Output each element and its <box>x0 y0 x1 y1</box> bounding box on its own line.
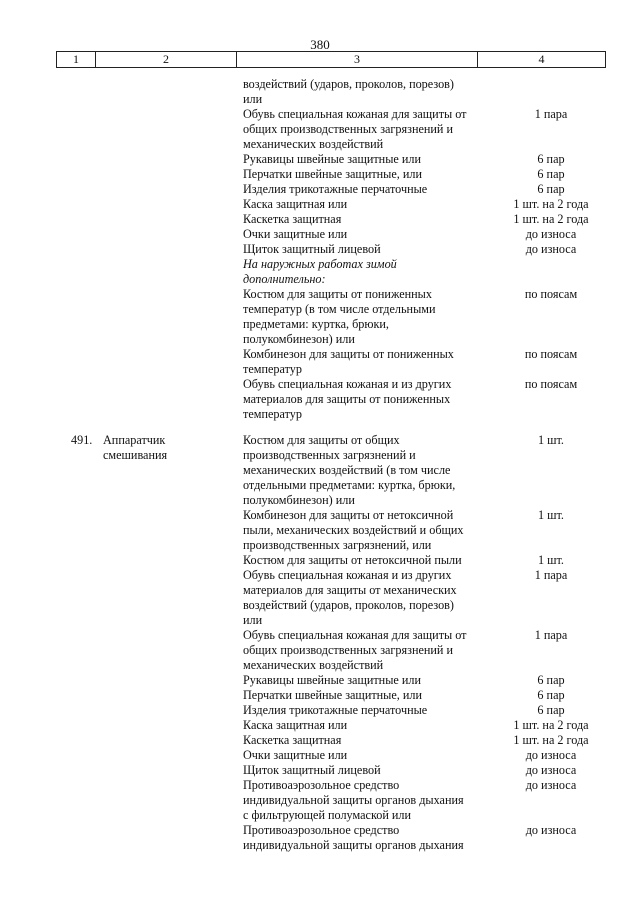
row-number: 491. <box>71 433 93 447</box>
item-name-line: общих производственных загрязнений и <box>243 122 454 136</box>
item-name-line: или <box>243 92 263 106</box>
item-quantity: до износа <box>525 778 577 792</box>
item-quantity: 6 пар <box>537 673 565 687</box>
item-quantity: 6 пар <box>537 152 565 166</box>
item-name-line: воздействий (ударов, проколов, порезов) <box>243 598 454 612</box>
item-name-line: Каска защитная или <box>243 718 348 732</box>
item-name-line: предметами: куртка, брюки, <box>243 317 389 331</box>
item-name-line: Щиток защитный лицевой <box>243 763 381 777</box>
item-name-line: материалов для защиты от механических <box>243 583 457 597</box>
item-name-line: Очки защитные или <box>243 748 348 762</box>
item-name-line: температур <box>243 362 302 376</box>
item-name-line: производственных загрязнений, или <box>243 538 432 552</box>
item-name-line: температур (в том числе отдельными <box>243 302 436 316</box>
item-quantity: 6 пар <box>537 688 565 702</box>
item-name-line: Комбинезон для защиты от нетоксичной <box>243 508 454 522</box>
page-number: 380 <box>310 37 330 52</box>
item-name-line: полукомбинезон) или <box>243 493 355 507</box>
item-name-line: Костюм для защиты от общих <box>243 433 400 447</box>
profession-name: Аппаратчик <box>103 433 166 447</box>
item-name-line: индивидуальной защиты органов дыхания <box>243 793 464 807</box>
item-name-line: Костюм для защиты от пониженных <box>243 287 432 301</box>
item-name-line: Костюм для защиты от нетоксичной пыли <box>243 553 462 567</box>
item-quantity: по поясам <box>524 347 578 361</box>
item-name-line: Обувь специальная кожаная и из других <box>243 377 452 391</box>
item-quantity: 1 шт. на 2 года <box>513 718 589 732</box>
column-header-row <box>56 51 606 68</box>
item-name-line: Перчатки швейные защитные, или <box>243 167 423 181</box>
item-quantity: 6 пар <box>537 167 565 181</box>
item-quantity: 6 пар <box>537 182 565 196</box>
item-quantity: до износа <box>525 748 577 762</box>
item-name-line: Очки защитные или <box>243 227 348 241</box>
item-quantity: 1 пара <box>534 107 568 121</box>
item-name-line: индивидуальной защиты органов дыхания <box>243 838 464 852</box>
item-quantity: до износа <box>525 823 577 837</box>
item-name-line: с фильтрующей полумаской или <box>243 808 412 822</box>
item-quantity: 1 пара <box>534 628 568 642</box>
item-name-line: механических воздействий (в том числе <box>243 463 451 477</box>
section-note: дополнительно: <box>243 272 326 286</box>
item-quantity: до износа <box>525 763 577 777</box>
item-name-line: Щиток защитный лицевой <box>243 242 381 256</box>
item-quantity: 1 шт. на 2 года <box>513 733 589 747</box>
item-name-line: Каска защитная или <box>243 197 348 211</box>
item-name-line: Рукавицы швейные защитные или <box>243 673 421 687</box>
item-name-line: полукомбинезон) или <box>243 332 355 346</box>
item-name-line: Каскетка защитная <box>243 212 342 226</box>
column-header-1: 1 <box>73 52 79 66</box>
item-name-line: или <box>243 613 263 627</box>
item-name-line: Комбинезон для защиты от пониженных <box>243 347 454 361</box>
item-name-line: Изделия трикотажные перчаточные <box>243 182 428 196</box>
item-name-line: Каскетка защитная <box>243 733 342 747</box>
item-quantity: до износа <box>525 242 577 256</box>
item-name-line: Обувь специальная кожаная для защиты от <box>243 628 467 642</box>
item-name-line: Обувь специальная кожаная для защиты от <box>243 107 467 121</box>
column-header-4: 4 <box>538 52 545 66</box>
column-header-3: 3 <box>354 52 360 66</box>
item-name-line: воздействий (ударов, проколов, порезов) <box>243 77 454 91</box>
item-quantity: 1 пара <box>534 568 568 582</box>
item-name-line: пыли, механических воздействий и общих <box>243 523 464 537</box>
item-name-line: температур <box>243 407 302 421</box>
item-name-line: Перчатки швейные защитные, или <box>243 688 423 702</box>
item-name-line: Изделия трикотажные перчаточные <box>243 703 428 717</box>
item-name-line: Противоаэрозольное средство <box>243 778 400 792</box>
item-quantity: 1 шт. на 2 года <box>513 197 589 211</box>
item-quantity: 6 пар <box>537 703 565 717</box>
item-name-line: общих производственных загрязнений и <box>243 643 454 657</box>
item-quantity: 1 шт. на 2 года <box>513 212 589 226</box>
column-header-2: 2 <box>163 52 169 66</box>
item-quantity: по поясам <box>524 377 578 391</box>
item-quantity: до износа <box>525 227 577 241</box>
item-name-line: материалов для защиты от пониженных <box>243 392 451 406</box>
profession-name: смешивания <box>103 448 168 462</box>
section-note: На наружных работах зимой <box>243 257 397 271</box>
item-name-line: Обувь специальная кожаная и из других <box>243 568 452 582</box>
item-quantity: 1 шт. <box>538 553 564 567</box>
item-quantity: 1 шт. <box>538 508 564 522</box>
item-name-line: Рукавицы швейные защитные или <box>243 152 421 166</box>
item-name-line: отдельными предметами: куртка, брюки, <box>243 478 456 492</box>
item-name-line: производственных загрязнений и <box>243 448 416 462</box>
item-quantity: 1 шт. <box>538 433 564 447</box>
item-name-line: механических воздействий <box>243 658 384 672</box>
item-name-line: механических воздействий <box>243 137 384 151</box>
item-quantity: по поясам <box>524 287 578 301</box>
item-name-line: Противоаэрозольное средство <box>243 823 400 837</box>
